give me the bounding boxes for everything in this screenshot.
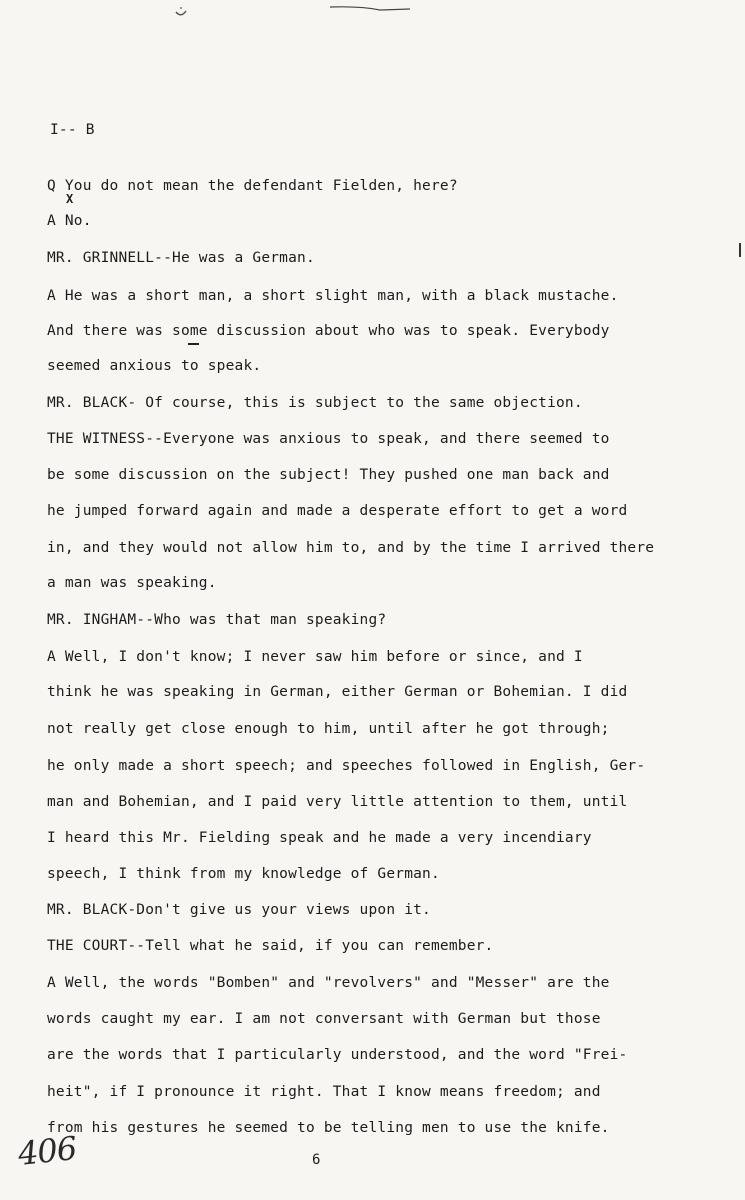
section-header: I-- B	[50, 122, 95, 138]
transcript-line: be some discussion on the subject! They pushed one man back and	[47, 467, 610, 483]
transcript-line: not really get close enough to him, until after he got through;	[47, 721, 610, 737]
scan-artifact-line	[330, 4, 410, 12]
transcript-line: A Well, I don't know; I never saw him before or since, and I	[47, 649, 583, 665]
transcript-line: Q You do not mean the defendant Fielden, here?	[47, 178, 458, 194]
transcript-line: MR. INGHAM--Who was that man speaking?	[47, 612, 387, 628]
transcript-line: think he was speaking in German, either German or Bohemian. I did	[47, 684, 628, 700]
page-number: 6	[312, 1152, 321, 1168]
transcript-line: I heard this Mr. Fielding speak and he made a very incendiary	[47, 830, 592, 846]
transcript-line: speech, I think from my knowledge of German.	[47, 866, 440, 882]
transcript-line: words caught my ear. I am not conversant with German but those	[47, 1011, 601, 1027]
transcript-line: MR. GRINNELL--He was a German.	[47, 250, 315, 266]
transcript-line: are the words that I particularly understood, and the word "Frei-	[47, 1047, 628, 1063]
x-margin-mark: X	[66, 192, 74, 206]
transcript-line: man and Bohemian, and I paid very little attention to them, until	[47, 794, 628, 810]
transcript-line: from his gestures he seemed to be telling men to use the knife.	[47, 1120, 610, 1136]
transcript-line: in, and they would not allow him to, and by the time I arrived there	[47, 540, 655, 556]
transcript-line: THE COURT--Tell what he said, if you can remember.	[47, 938, 494, 954]
transcript-line: he jumped forward again and made a desperate effort to get a word	[47, 503, 628, 519]
edge-artifact	[739, 243, 741, 257]
transcript-line: he only made a short speech; and speeches followed in English, Ger-	[47, 758, 646, 774]
overstrike-mark	[188, 343, 199, 345]
transcript-line: And there was some discussion about who was to speak. Everybody	[47, 323, 610, 339]
handwritten-page-number: 406	[16, 1129, 78, 1173]
transcript-line: A No.	[47, 213, 92, 229]
transcript-line: THE WITNESS--Everyone was anxious to speak, and there seemed to	[47, 431, 610, 447]
transcript-line: A He was a short man, a short slight man, with a black mustache.	[47, 288, 619, 304]
transcript-line: a man was speaking.	[47, 575, 217, 591]
transcript-line: heit", if I pronounce it right. That I know means freedom; and	[47, 1084, 601, 1100]
transcript-line: MR. BLACK-Don't give us your views upon it.	[47, 902, 431, 918]
transcript-line: MR. BLACK- Of course, this is subject to the same objection.	[47, 395, 583, 411]
transcript-line: A Well, the words "Bomben" and "revolvers" and "Messer" are the	[47, 975, 610, 991]
scan-artifact-mark	[174, 6, 188, 18]
transcript-line: seemed anxious to speak.	[47, 358, 262, 374]
